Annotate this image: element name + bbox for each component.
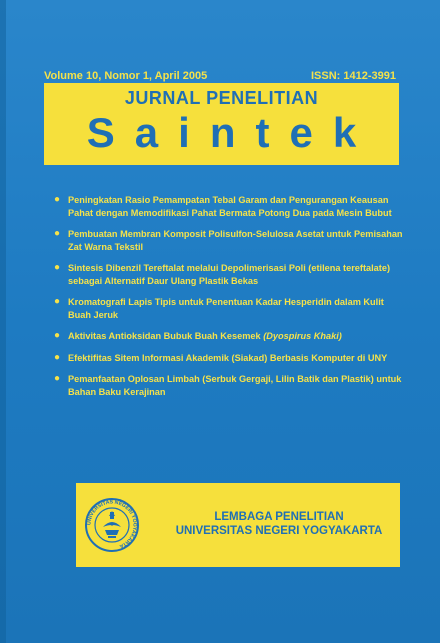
article-title: Sintesis Dibenzil Tereftalat melalui Depolimerisasi Poli (etilena tereftalate) sebagai Alternatif Daur Ulang Plastik Bekas: [68, 263, 391, 286]
article-title: Aktivitas Antioksidan Bubuk Buah Kesemek: [68, 331, 264, 341]
issn-label: ISSN: 1412-3991: [311, 70, 396, 82]
publisher-name: [164, 510, 394, 538]
bullet-icon: ●: [54, 228, 61, 239]
university-seal-icon: [84, 497, 140, 553]
article-title: Efektifitas Sitem Informasi Akademik (Siakad) Berbasis Komputer di UNY: [68, 352, 388, 363]
article-item: [54, 330, 404, 343]
article-title-italic: (Dyospirus Khaki): [263, 331, 342, 341]
article-item: [54, 194, 404, 219]
volume-label: Volume 10, Nomor 1, April 2005: [44, 70, 208, 82]
seal-ring-text: UNIVERSITAS NEGERI YOGYAKARTA: [86, 499, 138, 549]
bullet-icon: ●: [54, 373, 61, 384]
article-item: [54, 296, 404, 321]
bullet-icon: ●: [54, 262, 61, 273]
article-item: [54, 228, 404, 253]
journal-title-line1: JURNAL PENELITIAN: [124, 88, 319, 108]
bullet-icon: ●: [54, 351, 61, 363]
article-title: Peningkatan Rasio Pemampatan Tebal Garam dan Pengurangan Keausan Pahat dengan Memodifikasi Pahat Bermata Potong Dua pada Mesin Bubut: [68, 195, 392, 218]
article-title: Pembuatan Membran Komposit Polisulfon-Selulosa Asetat untuk Pemisahan Zat Warna Tekstil: [68, 229, 403, 252]
article-item: [54, 262, 404, 287]
article-title: Pemanfaatan Oplosan Limbah (Serbuk Gergaji, Lilin Batik dan Plastik) untuk Bahan Baku Kerajinan: [68, 374, 402, 397]
publisher-line1: LEMBAGA PENELITIAN: [214, 511, 344, 523]
article-title: Kromatografi Lapis Tipis untuk Penentuan Kadar Hesperidin dalam Kulit Buah Jeruk: [68, 297, 384, 320]
issue-meta: [44, 69, 396, 83]
article-list: [54, 194, 404, 407]
title-box: [44, 83, 399, 165]
bullet-icon: ●: [54, 296, 61, 307]
journal-title-line2: Saintek: [86, 109, 377, 156]
bullet-icon: ●: [54, 194, 61, 205]
article-item: [54, 352, 404, 365]
article-item: [54, 373, 404, 398]
bullet-icon: ●: [54, 330, 61, 341]
publisher-box: [76, 483, 400, 567]
publisher-line2: UNIVERSITAS NEGERI YOGYAKARTA: [175, 525, 383, 537]
cover-edge-shadow: [0, 0, 6, 643]
